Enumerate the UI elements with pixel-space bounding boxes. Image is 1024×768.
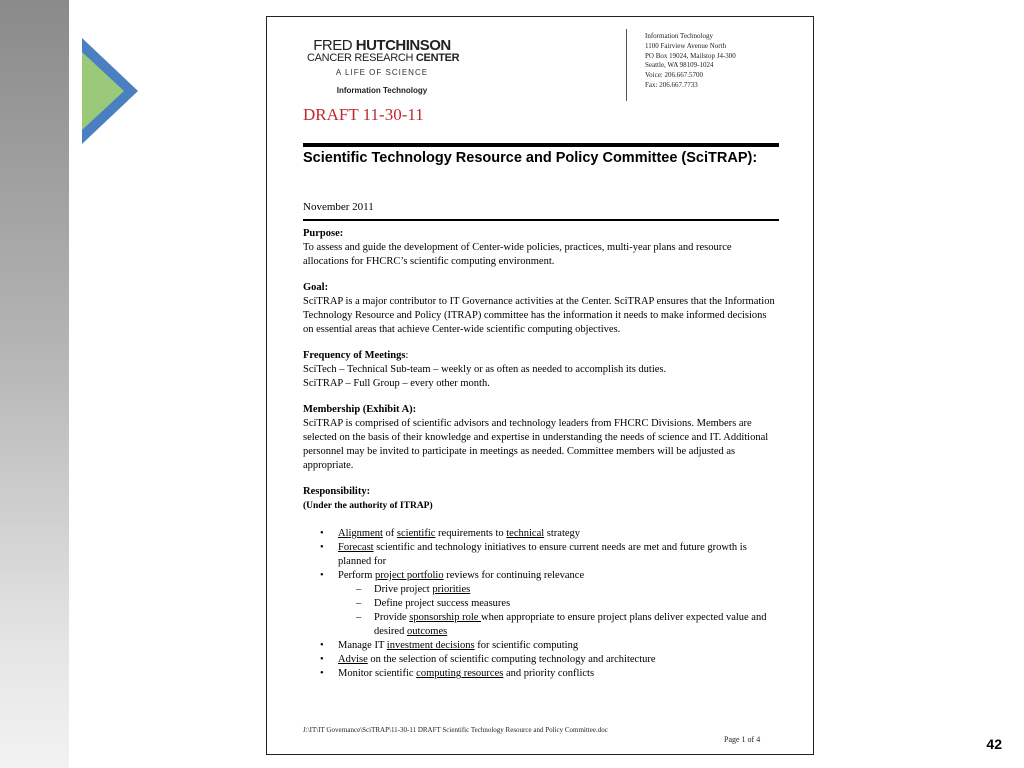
goal-text: SciTRAP is a major contributor to IT Governance activities at the Center. SciTRAP ensures that the Information Technology Resource and Policy (ITRAP) committee has the information it needs to make informed decisions on essential areas that achieve Center-wide scientific computing objectives. [303, 296, 775, 335]
sub-list-item: – Drive project priorities [374, 583, 779, 597]
list-item: • Alignment of scientific requirements to technical strategy [338, 527, 779, 541]
frequency-colon: : [405, 350, 409, 361]
purpose-text: To assess and guide the development of Center-wide policies, practices, multi-year plans and resource allocations for FHCRC’s scientific computing environment. [303, 242, 732, 267]
document-page [266, 16, 814, 755]
address-line: PO Box 19024, Mailstop J4-300 [645, 51, 736, 60]
logo-text-fred: FRED [313, 37, 356, 54]
frequency-line: SciTech – Technical Sub-team – weekly or as often as needed to accomplish its duties. [303, 364, 667, 375]
responsibility-subheading: (Under the authority of ITRAP) [303, 501, 433, 511]
logo-text-hutchinson: HUTCHINSON [355, 37, 451, 54]
responsibility-list [303, 527, 779, 681]
address-line: 1100 Fairview Avenue North [645, 41, 727, 50]
sub-list [338, 583, 779, 639]
list-item: • Advise on the selection of scientific computing technology and architecture [338, 653, 779, 667]
frequency-section [303, 349, 779, 391]
footer-page-number: Page 1 of 4 [724, 735, 761, 744]
address-block [645, 32, 736, 91]
list-item: • Forecast scientific and technology initiatives to ensure current needs are met and future growth is planned for [338, 541, 779, 569]
logo-text-center: CENTER [415, 52, 460, 64]
address-line: Voice: 206.667.5700 [645, 71, 704, 80]
list-item: • Perform project portfolio reviews for continuing relevance – Drive project priorities – Define project success measures – Provide sponsorship role when appropriate to ensure project plans deliver expected value and desired outcomes [338, 569, 779, 639]
membership-text: SciTRAP is comprised of scientific advisors and technology leaders from FHCRC Divisions. Members are selected on the basis of their knowledge and expertise in understanding the needs of science and IT. Additional personnel may be invited to participate in meetings as needed. Committee members will be adjusted as appropriate. [303, 418, 769, 471]
address-line: Fax: 206.667.7733 [645, 80, 698, 89]
slide-sidebar-gradient [0, 0, 69, 768]
membership-section [303, 403, 779, 473]
responsibility-heading: Responsibility: [303, 486, 371, 497]
address-line: Seattle, WA 98109-1024 [645, 61, 714, 70]
title-rule-top [303, 143, 779, 147]
logo-department: Information Technology [336, 86, 428, 95]
draft-label: DRAFT 11-30-11 [303, 105, 424, 124]
address-line: Information Technology [645, 32, 714, 40]
purpose-heading: Purpose: [303, 228, 344, 239]
document-body [303, 227, 779, 693]
frequency-line: SciTRAP – Full Group – every other month. [303, 378, 490, 389]
header-divider [626, 29, 627, 101]
frequency-heading: Frequency of Meetings [303, 350, 406, 361]
document-date: November 2011 [303, 201, 374, 213]
logo-tagline: A LIFE OF SCIENCE [335, 68, 429, 77]
goal-heading: Goal: [303, 282, 329, 293]
list-item: • Manage IT investment decisions for scientific computing [338, 639, 779, 653]
responsibility-section [303, 485, 779, 681]
purpose-section [303, 227, 779, 269]
document-title: Scientific Technology Resource and Policy Committee (SciTRAP): [303, 150, 758, 166]
title-rule-bottom [303, 219, 779, 221]
fhcrc-logo [307, 37, 460, 95]
footer-file-path: J:\IT\IT Governance\SciTRAP\11-30-11 DRAFT Scientific Technology Resource and Policy Committee.doc [303, 726, 608, 734]
goal-section [303, 281, 779, 337]
sub-list-item: – Provide sponsorship role when appropriate to ensure project plans deliver expected value and desired outcomes [374, 611, 779, 639]
membership-heading: Membership (Exhibit A): [303, 404, 417, 415]
slide-number: 42 [986, 736, 1002, 752]
chevron-right-icon [82, 38, 138, 144]
list-item: • Monitor scientific computing resources and priority conflicts [338, 667, 779, 681]
sub-list-item: – Define project success measures [374, 597, 779, 611]
logo-text-cancer-research: CANCER RESEARCH [307, 52, 416, 64]
